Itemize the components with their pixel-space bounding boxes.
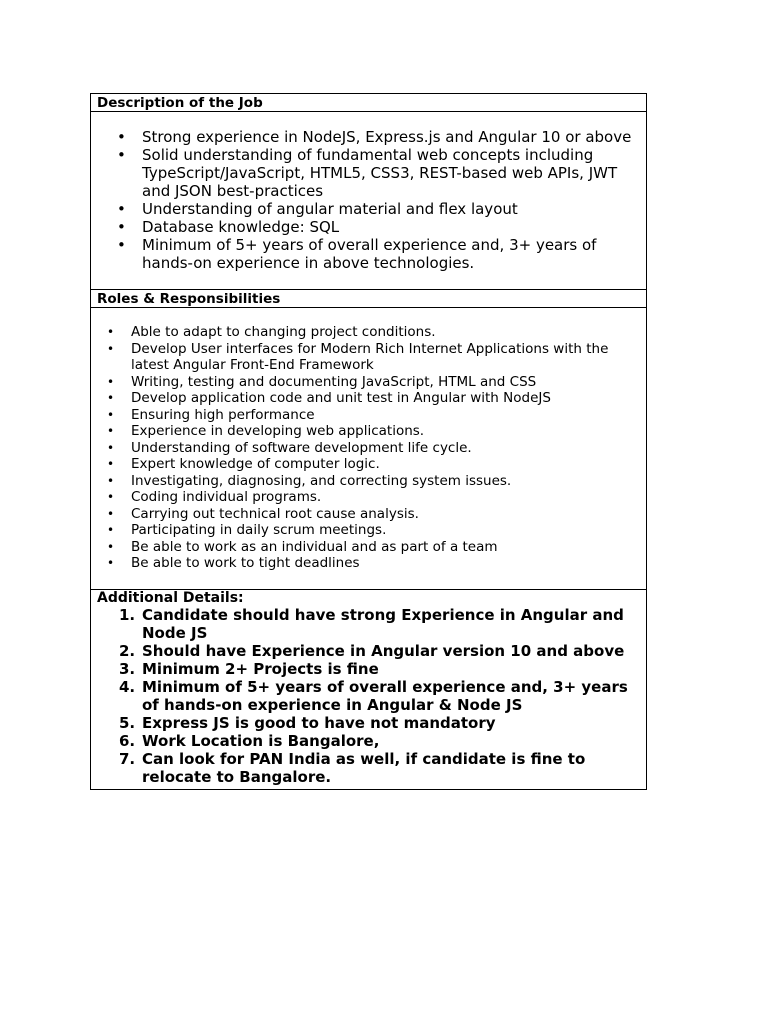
list-item: • Investigating, diagnosing, and correcting system issues. <box>107 472 512 489</box>
bullet-icon: • <box>117 200 126 218</box>
bullet-icon: • <box>107 457 115 471</box>
description-header: Description of the Job <box>97 95 263 111</box>
list-item: • Coding individual programs. <box>107 489 322 505</box>
bullet-icon: • <box>107 391 115 405</box>
list-item: • Be able to work as an individual and as part of a team <box>107 538 498 555</box>
bullet-icon: • <box>107 490 115 504</box>
list-item: • Understanding of angular material and flex layout <box>117 200 518 218</box>
list-item: • Minimum of 5+ years of overall experience and, 3+ years of hands-on experience in above technologies. <box>117 236 597 272</box>
list-item: 1. Candidate should have strong Experience in Angular and Node JS <box>119 606 624 642</box>
list-item: • Develop User interfaces for Modern Rich Internet Applications with the latest Angular Front-End Framework <box>107 340 609 373</box>
roles-header: Roles & Responsibilities <box>97 291 281 307</box>
list-item: 5. Express JS is good to have not mandatory <box>119 714 496 732</box>
list-item: • Expert knowledge of computer logic. <box>107 456 380 472</box>
bullet-icon: • <box>107 473 115 488</box>
list-item: • Solid understanding of fundamental web concepts including TypeScript/JavaScript, HTML5, CSS3, REST-based web APIs, JWT and JSON best-practices <box>117 146 618 200</box>
list-item: 4. Minimum of 5+ years of overall experience and, 3+ years of hands-on experience in Angular & Node JS <box>119 678 628 714</box>
bullet-icon: • <box>107 440 115 455</box>
list-item: 7. Can look for PAN India as well, if candidate is fine to relocate to Bangalore. <box>119 750 586 786</box>
bullet-icon: • <box>107 424 115 438</box>
roles-body <box>91 307 646 589</box>
bullet-icon: • <box>107 506 115 521</box>
bullet-icon: • <box>117 146 126 164</box>
list-item: • Understanding of software development life cycle. <box>107 439 472 456</box>
list-item: • Able to adapt to changing project conditions. <box>107 324 436 340</box>
list-item: • Participating in daily scrum meetings. <box>107 522 387 538</box>
bullet-icon: • <box>107 325 115 339</box>
bullet-icon: • <box>107 523 115 537</box>
list-item: • Ensuring high performance <box>107 406 315 423</box>
bullet-icon: • <box>107 556 115 570</box>
list-item: • Strong experience in NodeJS, Express.js and Angular 10 or above <box>117 128 632 146</box>
bullet-icon: • <box>117 218 126 236</box>
additional-details-header: Additional Details: <box>97 590 244 606</box>
bullet-icon: • <box>107 341 115 356</box>
bullet-icon: • <box>117 236 126 254</box>
bullet-icon: • <box>107 539 115 554</box>
list-item: • Develop application code and unit test in Angular with NodeJS <box>107 390 551 406</box>
additional-details-list <box>97 606 640 786</box>
roles-list <box>91 324 646 572</box>
list-item: • Database knowledge: SQL <box>117 218 340 236</box>
description-body <box>91 111 646 289</box>
list-item: • Be able to work to tight deadlines <box>107 555 360 571</box>
additional-details-section <box>91 590 646 789</box>
bullet-icon: • <box>107 407 115 422</box>
list-item: 6. Work Location is Bangalore, <box>119 732 380 750</box>
description-list <box>91 128 646 272</box>
list-item: • Experience in developing web applications. <box>107 423 425 439</box>
bullet-icon: • <box>107 374 115 389</box>
list-item: • Carrying out technical root cause analysis. <box>107 505 419 522</box>
list-item: 3. Minimum 2+ Projects is fine <box>119 660 379 678</box>
list-item: 2. Should have Experience in Angular version 10 and above <box>119 642 625 660</box>
list-item: • Writing, testing and documenting JavaScript, HTML and CSS <box>107 373 537 390</box>
job-description-table <box>90 93 647 790</box>
bullet-icon: • <box>117 128 126 146</box>
